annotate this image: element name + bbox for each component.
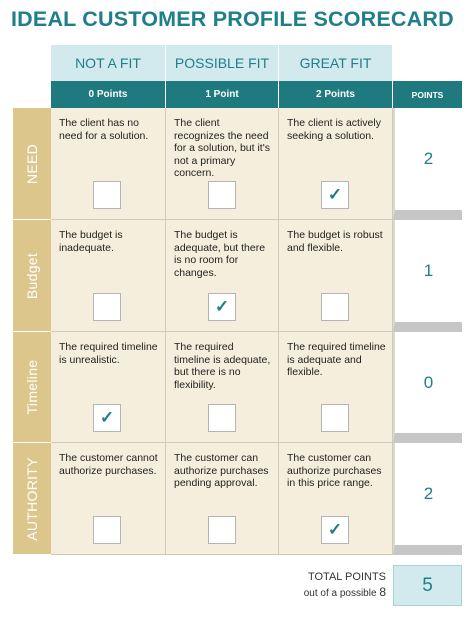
row-label-budget — [13, 220, 51, 332]
row-points-budget: 1 — [393, 220, 462, 332]
criteria-text: The required timeline is unrealistic. — [59, 341, 158, 366]
criteria-cell — [279, 108, 393, 220]
row-label-text: AUTHORITY — [24, 456, 40, 541]
checkbox[interactable] — [93, 181, 121, 209]
column-header-great-fit: GREAT FIT — [279, 45, 393, 81]
check-mark-icon: ✓ — [327, 520, 343, 539]
criteria-cell — [51, 108, 166, 220]
criteria-text: The budget is inadequate. — [59, 229, 123, 254]
column-header-not-a-fit: NOT A FIT — [51, 45, 166, 81]
checkbox[interactable] — [208, 404, 236, 432]
points-column-header: POINTS — [393, 81, 462, 108]
total-possible-value: 8 — [379, 585, 386, 599]
checkbox[interactable] — [93, 404, 121, 432]
criteria-text: The client recognizes the need for a solution, but it's not a primary concern. — [174, 117, 270, 179]
criteria-text: The required timeline is adequate and flexible. — [287, 341, 386, 378]
row-points-authority: 2 — [393, 443, 462, 555]
criteria-cell — [51, 332, 166, 443]
checkbox[interactable] — [208, 293, 236, 321]
total-possible-line — [304, 585, 386, 601]
criteria-cell — [51, 443, 166, 555]
row-label-text: Budget — [24, 252, 40, 299]
points-header-1: 1 Point — [166, 81, 279, 108]
column-header-possible-fit: POSSIBLE FIT — [166, 45, 279, 81]
criteria-cell — [279, 220, 393, 332]
row-label-text: Timeline — [24, 359, 40, 415]
criteria-text: The customer can authorize purchases pending approval. — [174, 452, 269, 489]
check-mark-icon: ✓ — [327, 185, 343, 204]
criteria-text: The budget is robust and flexible. — [287, 229, 383, 254]
total-points-label: TOTAL POINTS — [307, 571, 386, 583]
checkbox[interactable] — [321, 516, 349, 544]
checkbox[interactable] — [208, 516, 236, 544]
check-mark-icon: ✓ — [99, 408, 115, 427]
total-possible-prefix: out of a possible — [303, 588, 377, 599]
checkbox[interactable] — [321, 181, 349, 209]
checkbox[interactable] — [321, 293, 349, 321]
row-points-timeline: 0 — [393, 332, 462, 443]
criteria-cell — [51, 220, 166, 332]
checkbox[interactable] — [93, 293, 121, 321]
criteria-cell — [166, 220, 279, 332]
row-label-text: NEED — [24, 143, 40, 184]
criteria-cell — [279, 443, 393, 555]
row-label-need — [13, 108, 51, 220]
checkbox[interactable] — [93, 516, 121, 544]
points-header-2: 2 Points — [279, 81, 393, 108]
checkbox[interactable] — [321, 404, 349, 432]
criteria-text: The client has no need for a solution. — [59, 117, 149, 142]
criteria-text: The client is actively seeking a solution. — [287, 117, 381, 142]
criteria-text: The required timeline is adequate, but there is no flexibility. — [174, 341, 271, 391]
row-label-timeline — [13, 332, 51, 443]
criteria-cell — [166, 332, 279, 443]
checkbox[interactable] — [208, 181, 236, 209]
total-label-block — [304, 570, 386, 601]
criteria-text: The customer can authorize purchases in this price range. — [287, 452, 382, 489]
criteria-cell — [166, 443, 279, 555]
criteria-text: The budget is adequate, but there is no room for changes. — [174, 229, 266, 279]
page-title: IDEAL CUSTOMER PROFILE SCORECARD — [11, 7, 454, 31]
row-label-authority — [13, 443, 51, 555]
criteria-cell — [166, 108, 279, 220]
criteria-cell — [279, 332, 393, 443]
total-points-value: 5 — [393, 565, 462, 606]
row-points-need: 2 — [393, 108, 462, 220]
criteria-text: The customer cannot authorize purchases. — [59, 452, 158, 477]
check-mark-icon: ✓ — [214, 297, 230, 316]
points-header-0: 0 Points — [51, 81, 166, 108]
